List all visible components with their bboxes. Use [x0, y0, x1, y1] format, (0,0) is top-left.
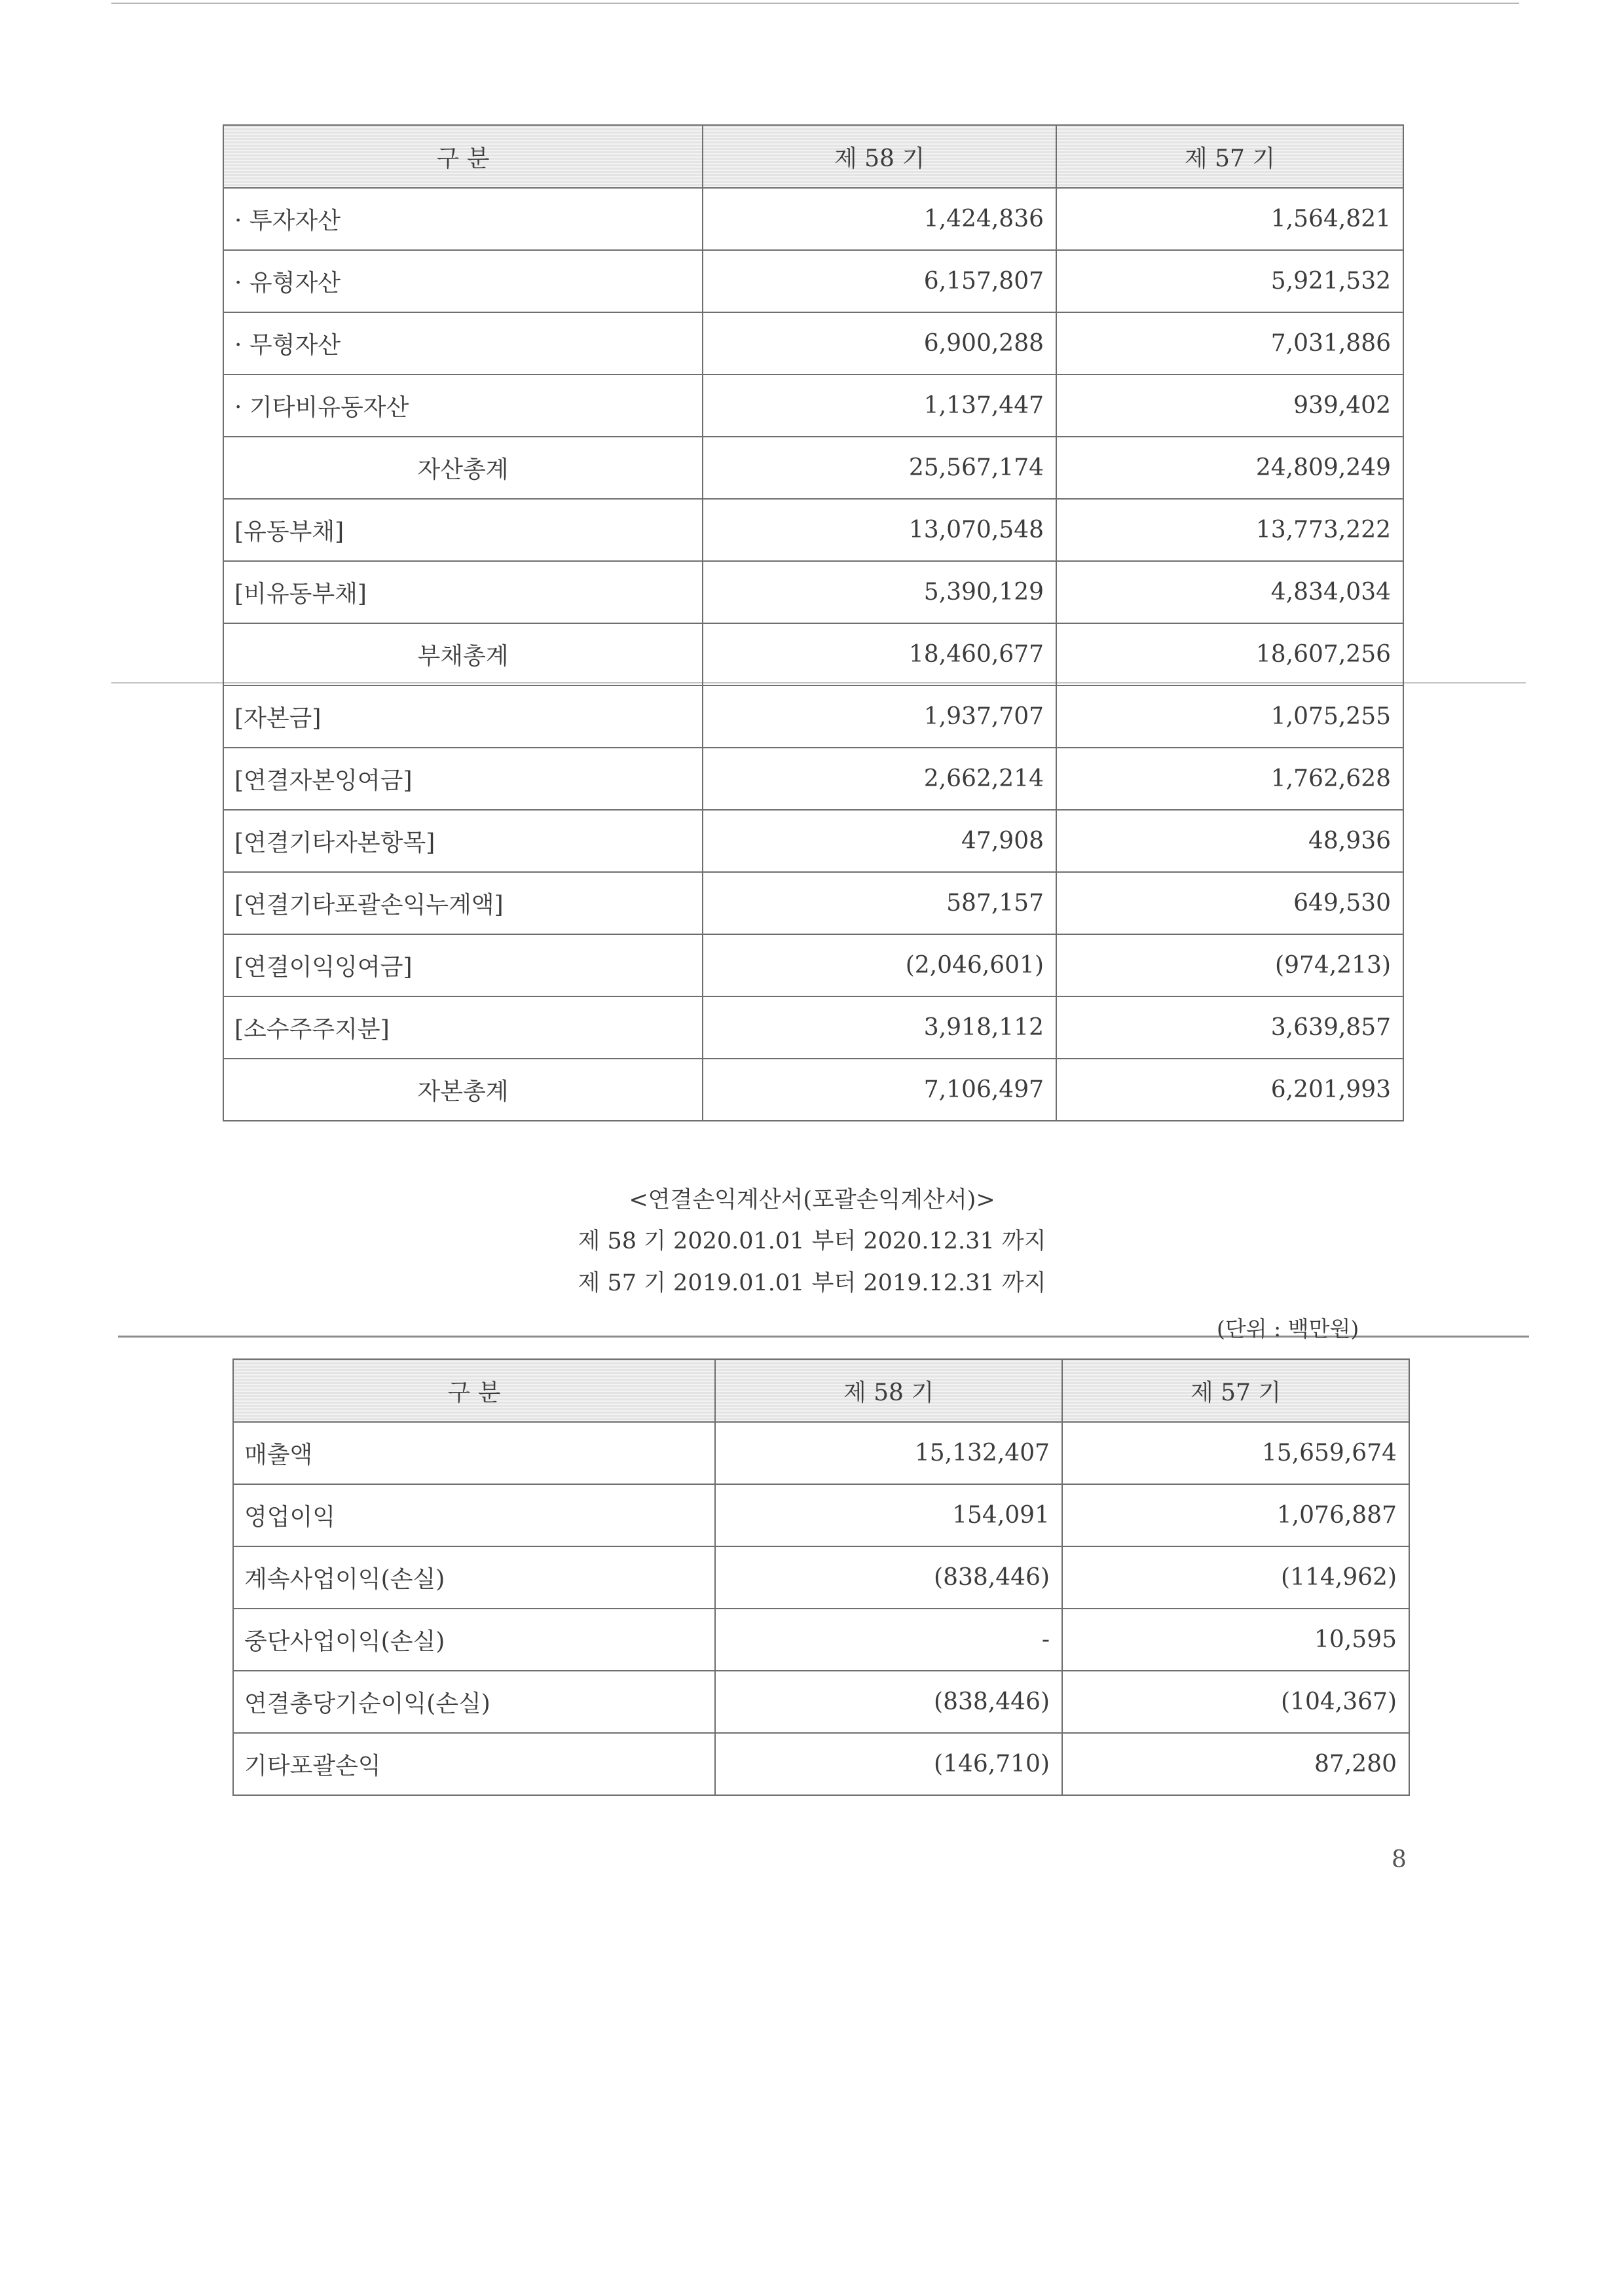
value-58: 587,157 — [703, 872, 1056, 934]
header-category: 구 분 — [233, 1359, 715, 1422]
value-57: 3,639,857 — [1056, 996, 1403, 1059]
table-header-row — [223, 125, 1403, 188]
table-row — [233, 1422, 1409, 1484]
row-label: 부채총계 — [223, 623, 703, 685]
table-row — [223, 872, 1403, 934]
row-label: 중단사업이익(손실) — [233, 1609, 715, 1671]
income-statement-table — [232, 1358, 1410, 1796]
table-row — [223, 374, 1403, 437]
value-57: 1,075,255 — [1056, 685, 1403, 748]
value-58: 6,900,288 — [703, 312, 1056, 374]
table-row — [233, 1546, 1409, 1609]
value-57: (114,962) — [1062, 1546, 1409, 1609]
value-58: (838,446) — [715, 1671, 1062, 1733]
value-58: - — [715, 1609, 1062, 1671]
header-period-57: 제 57 기 — [1056, 125, 1403, 188]
value-58: 1,137,447 — [703, 374, 1056, 437]
row-label: [연결기타포괄손익누계액] — [223, 872, 703, 934]
table-row — [223, 499, 1403, 561]
balance-sheet-table — [223, 124, 1404, 1121]
table-row — [233, 1671, 1409, 1733]
value-57: 1,564,821 — [1056, 188, 1403, 250]
row-label: 매출액 — [233, 1422, 715, 1484]
row-label: [연결자본잉여금] — [223, 748, 703, 810]
row-label: 기타포괄손익 — [233, 1733, 715, 1795]
value-58: 6,157,807 — [703, 250, 1056, 312]
table-row — [233, 1733, 1409, 1795]
table-row — [223, 561, 1403, 623]
value-57: 87,280 — [1062, 1733, 1409, 1795]
value-58: 18,460,677 — [703, 623, 1056, 685]
value-58: 1,937,707 — [703, 685, 1056, 748]
value-58: 7,106,497 — [703, 1059, 1056, 1121]
value-58: 2,662,214 — [703, 748, 1056, 810]
value-57: 18,607,256 — [1056, 623, 1403, 685]
table-row — [223, 934, 1403, 996]
header-category: 구 분 — [223, 125, 703, 188]
value-57: 15,659,674 — [1062, 1422, 1409, 1484]
row-label: 영업이익 — [233, 1484, 715, 1546]
value-57: 4,834,034 — [1056, 561, 1403, 623]
value-58: 15,132,407 — [715, 1422, 1062, 1484]
table-row — [223, 312, 1403, 374]
value-57: (104,367) — [1062, 1671, 1409, 1733]
table-row — [223, 996, 1403, 1059]
row-label: 자본총계 — [223, 1059, 703, 1121]
income-statement-title: <연결손익계산서(포괄손익계산서)> — [629, 1187, 995, 1213]
value-58: (146,710) — [715, 1733, 1062, 1795]
row-label: [소수주주지분] — [223, 996, 703, 1059]
row-label: [유동부채] — [223, 499, 703, 561]
row-label: · 기타비유동자산 — [223, 374, 703, 437]
table-row — [223, 810, 1403, 872]
value-57: 5,921,532 — [1056, 250, 1403, 312]
value-58: 13,070,548 — [703, 499, 1056, 561]
row-label: · 무형자산 — [223, 312, 703, 374]
value-57: 48,936 — [1056, 810, 1403, 872]
table-row — [223, 748, 1403, 810]
row-label: · 투자자산 — [223, 188, 703, 250]
header-period-57: 제 57 기 — [1062, 1359, 1409, 1422]
value-58: 5,390,129 — [703, 561, 1056, 623]
row-label: · 유형자산 — [223, 250, 703, 312]
value-58: (2,046,601) — [703, 934, 1056, 996]
value-57: 649,530 — [1056, 872, 1403, 934]
value-57: 7,031,886 — [1056, 312, 1403, 374]
value-57: 1,076,887 — [1062, 1484, 1409, 1546]
period-57-range: 제 57 기 2019.01.01 부터 2019.12.31 까지 — [578, 1270, 1046, 1296]
table-row-total — [223, 623, 1403, 685]
table-row-total — [223, 437, 1403, 499]
value-57: 6,201,993 — [1056, 1059, 1403, 1121]
table-header-row — [233, 1359, 1409, 1422]
header-period-58: 제 58 기 — [703, 125, 1056, 188]
value-58: (838,446) — [715, 1546, 1062, 1609]
value-58: 25,567,174 — [703, 437, 1056, 499]
table-row — [223, 188, 1403, 250]
page-number: 8 — [1392, 1846, 1407, 1873]
table-row — [233, 1484, 1409, 1546]
row-label: 자산총계 — [223, 437, 703, 499]
value-57: 24,809,249 — [1056, 437, 1403, 499]
value-58: 154,091 — [715, 1484, 1062, 1546]
row-label: [자본금] — [223, 685, 703, 748]
value-58: 3,918,112 — [703, 996, 1056, 1059]
value-57: 13,773,222 — [1056, 499, 1403, 561]
table-row — [223, 250, 1403, 312]
table-row — [233, 1609, 1409, 1671]
value-57: (974,213) — [1056, 934, 1403, 996]
unit-label: (단위 : 백만원) — [1217, 1316, 1359, 1341]
row-label: [연결이익잉여금] — [223, 934, 703, 996]
value-57: 939,402 — [1056, 374, 1403, 437]
value-58: 47,908 — [703, 810, 1056, 872]
period-58-range: 제 58 기 2020.01.01 부터 2020.12.31 까지 — [578, 1228, 1046, 1254]
table-row — [223, 685, 1403, 748]
value-57: 10,595 — [1062, 1609, 1409, 1671]
header-period-58: 제 58 기 — [715, 1359, 1062, 1422]
value-58: 1,424,836 — [703, 188, 1056, 250]
value-57: 1,762,628 — [1056, 748, 1403, 810]
row-label: 계속사업이익(손실) — [233, 1546, 715, 1609]
row-label: [연결기타자본항목] — [223, 810, 703, 872]
table-row-total — [223, 1059, 1403, 1121]
row-label: 연결총당기순이익(손실) — [233, 1671, 715, 1733]
row-label: [비유동부채] — [223, 561, 703, 623]
scan-artifact-line — [111, 3, 1519, 4]
